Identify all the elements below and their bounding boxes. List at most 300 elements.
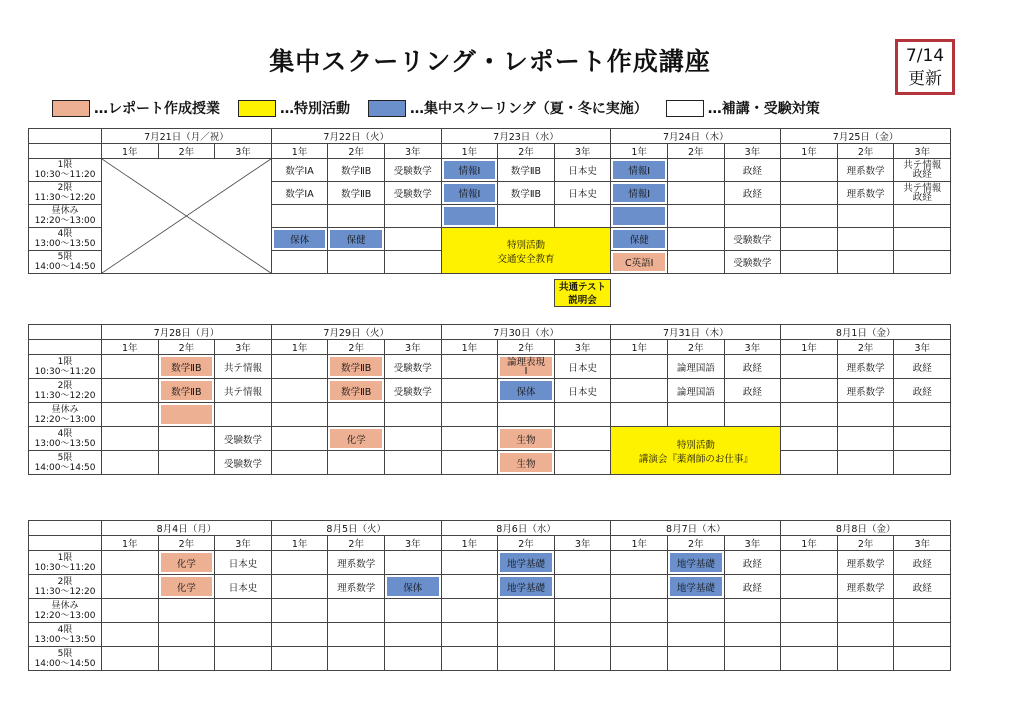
class-cell — [554, 205, 611, 228]
class-cell — [781, 355, 838, 379]
legend-label-schooling: …集中スクーリング（夏・冬に実施） — [410, 101, 648, 117]
class-cell — [102, 623, 159, 647]
class-cell — [271, 599, 328, 623]
class-cell — [837, 623, 894, 647]
class-cell: 理系数学 — [837, 355, 894, 379]
timetable-week3 — [28, 520, 951, 671]
class-cell — [781, 379, 838, 403]
class-cell — [441, 379, 498, 403]
period-label: 1限 10:30～11:20 — [29, 551, 102, 575]
class-cell — [215, 403, 272, 427]
class-cell: 受験数学 — [385, 355, 442, 379]
grade-header: 3年 — [385, 536, 442, 551]
class-cell — [781, 427, 838, 451]
class-cell — [271, 427, 328, 451]
update-badge — [895, 39, 955, 95]
grade-header: 3年 — [215, 340, 272, 355]
class-cell: 数学ⅠA — [271, 182, 328, 205]
period-label: 1限 10:30～11:20 — [29, 159, 102, 182]
class-cell — [498, 403, 555, 427]
class-cell: 数学ⅠA — [271, 159, 328, 182]
class-cell — [781, 623, 838, 647]
class-cell — [724, 599, 781, 623]
class-cell: 情報Ⅰ — [611, 159, 668, 182]
class-cell: 受験数学 — [384, 159, 441, 182]
class-cell — [668, 182, 725, 205]
grade-header: 2年 — [837, 536, 894, 551]
grade-header: 2年 — [668, 144, 725, 159]
grade-header: 3年 — [215, 536, 272, 551]
class-cell: 受験数学 — [385, 379, 442, 403]
class-cell — [271, 575, 328, 599]
class-cell — [102, 647, 159, 671]
class-cell — [328, 451, 385, 475]
class-cell — [668, 228, 725, 251]
class-cell — [554, 575, 611, 599]
class-cell — [102, 551, 159, 575]
class-cell — [837, 228, 894, 251]
class-cell — [102, 599, 159, 623]
class-cell — [441, 599, 498, 623]
day-header: 7月30日（水） — [441, 325, 611, 340]
class-cell — [102, 427, 159, 451]
period-label: 4限 13:00～13:50 — [29, 623, 102, 647]
grade-header: 2年 — [498, 144, 555, 159]
grade-header: 2年 — [158, 340, 215, 355]
day-header: 7月23日（水） — [441, 129, 611, 144]
grade-header: 1年 — [271, 340, 328, 355]
class-cell — [781, 205, 838, 228]
class-cell: 政経 — [894, 355, 951, 379]
class-cell — [102, 355, 159, 379]
class-cell — [158, 427, 215, 451]
legend-label-supplementary: …補講・受験対策 — [707, 101, 820, 117]
class-cell — [837, 599, 894, 623]
class-cell: 日本史 — [554, 182, 611, 205]
special-activity-cell: 特別活動 交通安全教育 — [441, 228, 611, 274]
class-cell — [498, 205, 555, 228]
class-cell — [554, 427, 611, 451]
grade-header: 3年 — [724, 144, 781, 159]
class-cell — [385, 623, 442, 647]
class-cell — [781, 551, 838, 575]
class-cell — [328, 647, 385, 671]
grade-header: 1年 — [271, 536, 328, 551]
class-cell — [724, 623, 781, 647]
class-cell — [271, 623, 328, 647]
class-cell: 保体 — [498, 379, 555, 403]
day-header: 8月4日（月） — [102, 521, 272, 536]
corner-cell — [29, 325, 102, 340]
class-cell: 論理国語 — [668, 379, 725, 403]
class-cell — [554, 403, 611, 427]
class-cell: 化学 — [158, 551, 215, 575]
grade-corner — [29, 340, 102, 355]
class-cell — [894, 647, 951, 671]
class-cell: 理系数学 — [837, 575, 894, 599]
class-cell — [102, 379, 159, 403]
class-cell: 数学ⅡB — [328, 182, 385, 205]
class-cell: 数学ⅡB — [498, 159, 555, 182]
day-header: 8月8日（金） — [781, 521, 951, 536]
grade-header: 3年 — [385, 340, 442, 355]
class-cell — [441, 205, 498, 228]
class-cell — [611, 575, 668, 599]
class-cell — [894, 427, 951, 451]
class-cell — [441, 647, 498, 671]
class-cell — [611, 623, 668, 647]
class-cell: 共テ情報 — [215, 355, 272, 379]
grade-header: 1年 — [441, 144, 498, 159]
class-cell: 理系数学 — [328, 551, 385, 575]
class-cell — [611, 379, 668, 403]
class-cell — [385, 451, 442, 475]
class-cell — [554, 451, 611, 475]
class-cell — [384, 251, 441, 274]
class-cell — [441, 403, 498, 427]
grade-header: 1年 — [611, 144, 668, 159]
class-cell: 保健 — [328, 228, 385, 251]
period-label: 4限 13:00～13:50 — [29, 228, 102, 251]
grade-header: 3年 — [554, 144, 611, 159]
day-header: 8月6日（水） — [441, 521, 611, 536]
holiday-cross-icon — [102, 159, 271, 273]
grade-header: 1年 — [102, 144, 159, 159]
day-header: 8月1日（金） — [781, 325, 951, 340]
class-cell — [781, 451, 838, 475]
class-cell: 情報Ⅰ — [611, 182, 668, 205]
class-cell: 地学基礎 — [668, 575, 725, 599]
grade-header: 2年 — [328, 144, 385, 159]
period-label: 2限 11:30～12:20 — [29, 182, 102, 205]
holiday-cell — [102, 159, 272, 274]
class-cell — [271, 403, 328, 427]
class-cell — [668, 599, 725, 623]
grade-header: 1年 — [781, 536, 838, 551]
class-cell: C英語Ⅰ — [611, 251, 668, 274]
common-test-briefing-note: 共通テスト 説明会 — [554, 279, 611, 307]
class-cell — [441, 451, 498, 475]
class-cell: 受験数学 — [215, 451, 272, 475]
class-cell — [894, 451, 951, 475]
class-cell — [385, 403, 442, 427]
legend — [52, 97, 838, 119]
class-cell: 政経 — [724, 182, 781, 205]
legend-swatch-supplementary — [666, 100, 704, 117]
class-cell — [668, 205, 725, 228]
grade-header: 1年 — [441, 340, 498, 355]
class-cell — [724, 647, 781, 671]
class-cell — [158, 599, 215, 623]
class-cell: 受験数学 — [215, 427, 272, 451]
class-cell — [724, 205, 781, 228]
grade-header: 2年 — [498, 340, 555, 355]
class-cell: 数学ⅡB — [158, 379, 215, 403]
legend-swatch-schooling — [368, 100, 406, 117]
grade-header: 3年 — [554, 340, 611, 355]
class-cell — [611, 647, 668, 671]
class-cell: 数学ⅡB — [328, 379, 385, 403]
special-activity-cell: 特別活動 講演会『薬剤師のお仕事』 — [611, 427, 781, 475]
grade-header: 3年 — [554, 536, 611, 551]
class-cell — [668, 623, 725, 647]
period-label: 昼休み 12:20～13:00 — [29, 403, 102, 427]
grade-header: 3年 — [894, 536, 951, 551]
legend-swatch-report — [52, 100, 90, 117]
class-cell: 理系数学 — [837, 551, 894, 575]
class-cell — [385, 599, 442, 623]
grade-header: 3年 — [894, 340, 951, 355]
class-cell — [781, 228, 838, 251]
class-cell — [498, 599, 555, 623]
period-label: 1限 10:30～11:20 — [29, 355, 102, 379]
class-cell: 地学基礎 — [498, 551, 555, 575]
legend-item-special — [238, 98, 350, 118]
grade-header: 1年 — [611, 536, 668, 551]
class-cell — [611, 205, 668, 228]
grade-header: 2年 — [158, 536, 215, 551]
grade-header: 1年 — [781, 340, 838, 355]
timetable-week1 — [28, 128, 951, 274]
class-cell — [271, 355, 328, 379]
class-cell — [158, 403, 215, 427]
update-date: 7/14 — [905, 46, 945, 66]
class-cell — [441, 551, 498, 575]
class-cell: 数学ⅡB — [158, 355, 215, 379]
class-cell: 化学 — [328, 427, 385, 451]
class-cell: 理系数学 — [328, 575, 385, 599]
class-cell: 受験数学 — [724, 251, 781, 274]
period-label: 2限 11:30～12:20 — [29, 575, 102, 599]
class-cell: 政経 — [894, 575, 951, 599]
class-cell: 保体 — [385, 575, 442, 599]
period-label: 5限 14:00～14:50 — [29, 647, 102, 671]
class-cell — [837, 451, 894, 475]
class-cell — [837, 403, 894, 427]
class-cell — [837, 251, 894, 274]
class-cell — [271, 551, 328, 575]
class-cell — [894, 599, 951, 623]
grade-header: 2年 — [837, 340, 894, 355]
class-cell — [894, 403, 951, 427]
class-cell — [837, 647, 894, 671]
class-cell — [498, 647, 555, 671]
period-label: 昼休み 12:20～13:00 — [29, 205, 102, 228]
period-label: 4限 13:00～13:50 — [29, 427, 102, 451]
corner-cell — [29, 521, 102, 536]
class-cell — [781, 575, 838, 599]
day-header: 7月24日（木） — [611, 129, 781, 144]
grade-header: 2年 — [498, 536, 555, 551]
class-cell: 論理表現 Ⅰ — [498, 355, 555, 379]
class-cell: 生物 — [498, 427, 555, 451]
legend-label-special: …特別活動 — [280, 101, 350, 117]
class-cell — [781, 182, 838, 205]
class-cell — [215, 647, 272, 671]
class-cell: 生物 — [498, 451, 555, 475]
class-cell — [554, 623, 611, 647]
class-cell — [611, 551, 668, 575]
class-cell: 数学ⅡB — [328, 355, 385, 379]
class-cell: 保健 — [611, 228, 668, 251]
class-cell — [611, 599, 668, 623]
class-cell: 受験数学 — [384, 182, 441, 205]
class-cell — [781, 647, 838, 671]
grade-header: 1年 — [102, 536, 159, 551]
class-cell — [554, 599, 611, 623]
class-cell: 政経 — [894, 379, 951, 403]
class-cell — [668, 159, 725, 182]
class-cell — [271, 205, 328, 228]
class-cell: 政経 — [724, 551, 781, 575]
class-cell — [102, 451, 159, 475]
class-cell — [215, 599, 272, 623]
class-cell: 保体 — [271, 228, 328, 251]
grade-header: 3年 — [724, 340, 781, 355]
class-cell — [328, 403, 385, 427]
class-cell: 日本史 — [554, 159, 611, 182]
class-cell — [158, 451, 215, 475]
grade-corner — [29, 536, 102, 551]
class-cell: 日本史 — [215, 575, 272, 599]
class-cell — [837, 427, 894, 451]
class-cell — [668, 647, 725, 671]
grade-header: 1年 — [441, 536, 498, 551]
class-cell — [441, 355, 498, 379]
legend-swatch-special — [238, 100, 276, 117]
class-cell — [894, 623, 951, 647]
class-cell — [385, 551, 442, 575]
class-cell: 受験数学 — [724, 228, 781, 251]
class-cell — [894, 251, 951, 274]
class-cell — [498, 623, 555, 647]
class-cell — [781, 159, 838, 182]
class-cell: 日本史 — [215, 551, 272, 575]
period-label: 5限 14:00～14:50 — [29, 251, 102, 274]
corner-cell — [29, 129, 102, 144]
class-cell: 理系数学 — [837, 182, 894, 205]
grade-header: 2年 — [837, 144, 894, 159]
legend-label-report: …レポート作成授業 — [94, 101, 220, 117]
class-cell — [837, 205, 894, 228]
period-label: 2限 11:30～12:20 — [29, 379, 102, 403]
class-cell — [668, 251, 725, 274]
grade-header: 2年 — [668, 536, 725, 551]
class-cell — [894, 228, 951, 251]
class-cell — [271, 451, 328, 475]
class-cell: 共テ情報 — [215, 379, 272, 403]
class-cell — [384, 228, 441, 251]
grade-header: 2年 — [668, 340, 725, 355]
grade-header: 3年 — [384, 144, 441, 159]
class-cell — [328, 251, 385, 274]
class-cell: 化学 — [158, 575, 215, 599]
class-cell: 数学ⅡB — [498, 182, 555, 205]
page-title: 集中スクーリング・レポート作成講座 — [269, 47, 711, 76]
class-cell: 政経 — [894, 551, 951, 575]
class-cell — [781, 251, 838, 274]
grade-header: 1年 — [102, 340, 159, 355]
legend-item-report — [52, 98, 220, 118]
class-cell — [554, 551, 611, 575]
class-cell — [441, 575, 498, 599]
grade-header: 1年 — [611, 340, 668, 355]
day-header: 8月7日（木） — [611, 521, 781, 536]
class-cell — [328, 599, 385, 623]
class-cell: 日本史 — [554, 355, 611, 379]
class-cell — [724, 403, 781, 427]
class-cell: 政経 — [724, 379, 781, 403]
class-cell — [441, 427, 498, 451]
class-cell — [554, 647, 611, 671]
class-cell: 共テ情報 政経 — [894, 182, 951, 205]
class-cell — [328, 623, 385, 647]
class-cell — [271, 647, 328, 671]
day-header: 7月21日（月／祝） — [102, 129, 272, 144]
legend-item-supplementary — [666, 98, 820, 118]
grade-header: 1年 — [271, 144, 328, 159]
grade-header: 2年 — [328, 536, 385, 551]
class-cell — [385, 427, 442, 451]
update-label: 更新 — [908, 69, 942, 89]
class-cell — [158, 623, 215, 647]
class-cell: 情報Ⅰ — [441, 182, 498, 205]
class-cell — [441, 623, 498, 647]
class-cell: 政経 — [724, 159, 781, 182]
timetable-week2 — [28, 324, 951, 475]
class-cell — [781, 403, 838, 427]
class-cell — [611, 355, 668, 379]
class-cell: 地学基礎 — [668, 551, 725, 575]
class-cell: 理系数学 — [837, 379, 894, 403]
day-header: 7月29日（火） — [271, 325, 441, 340]
class-cell: 政経 — [724, 575, 781, 599]
class-cell: 政経 — [724, 355, 781, 379]
class-cell — [102, 575, 159, 599]
grade-header: 3年 — [894, 144, 951, 159]
legend-item-schooling — [368, 98, 648, 118]
day-header: 7月25日（金） — [781, 129, 951, 144]
class-cell: 数学ⅡB — [328, 159, 385, 182]
class-cell — [102, 403, 159, 427]
class-cell: 地学基礎 — [498, 575, 555, 599]
day-header: 7月28日（月） — [102, 325, 272, 340]
class-cell — [894, 205, 951, 228]
class-cell — [158, 647, 215, 671]
class-cell: 日本史 — [554, 379, 611, 403]
grade-header: 1年 — [781, 144, 838, 159]
class-cell — [384, 205, 441, 228]
day-header: 7月22日（火） — [271, 129, 441, 144]
class-cell — [271, 251, 328, 274]
grade-header: 2年 — [328, 340, 385, 355]
grade-header: 3年 — [215, 144, 272, 159]
class-cell — [781, 599, 838, 623]
class-cell — [611, 403, 668, 427]
class-cell: 共テ情報 政経 — [894, 159, 951, 182]
grade-corner — [29, 144, 102, 159]
class-cell — [271, 379, 328, 403]
day-header: 8月5日（火） — [271, 521, 441, 536]
grade-header: 2年 — [158, 144, 215, 159]
class-cell: 論理国語 — [668, 355, 725, 379]
class-cell — [215, 623, 272, 647]
class-cell — [668, 403, 725, 427]
class-cell — [328, 205, 385, 228]
class-cell: 理系数学 — [837, 159, 894, 182]
period-label: 5限 14:00～14:50 — [29, 451, 102, 475]
day-header: 7月31日（木） — [611, 325, 781, 340]
